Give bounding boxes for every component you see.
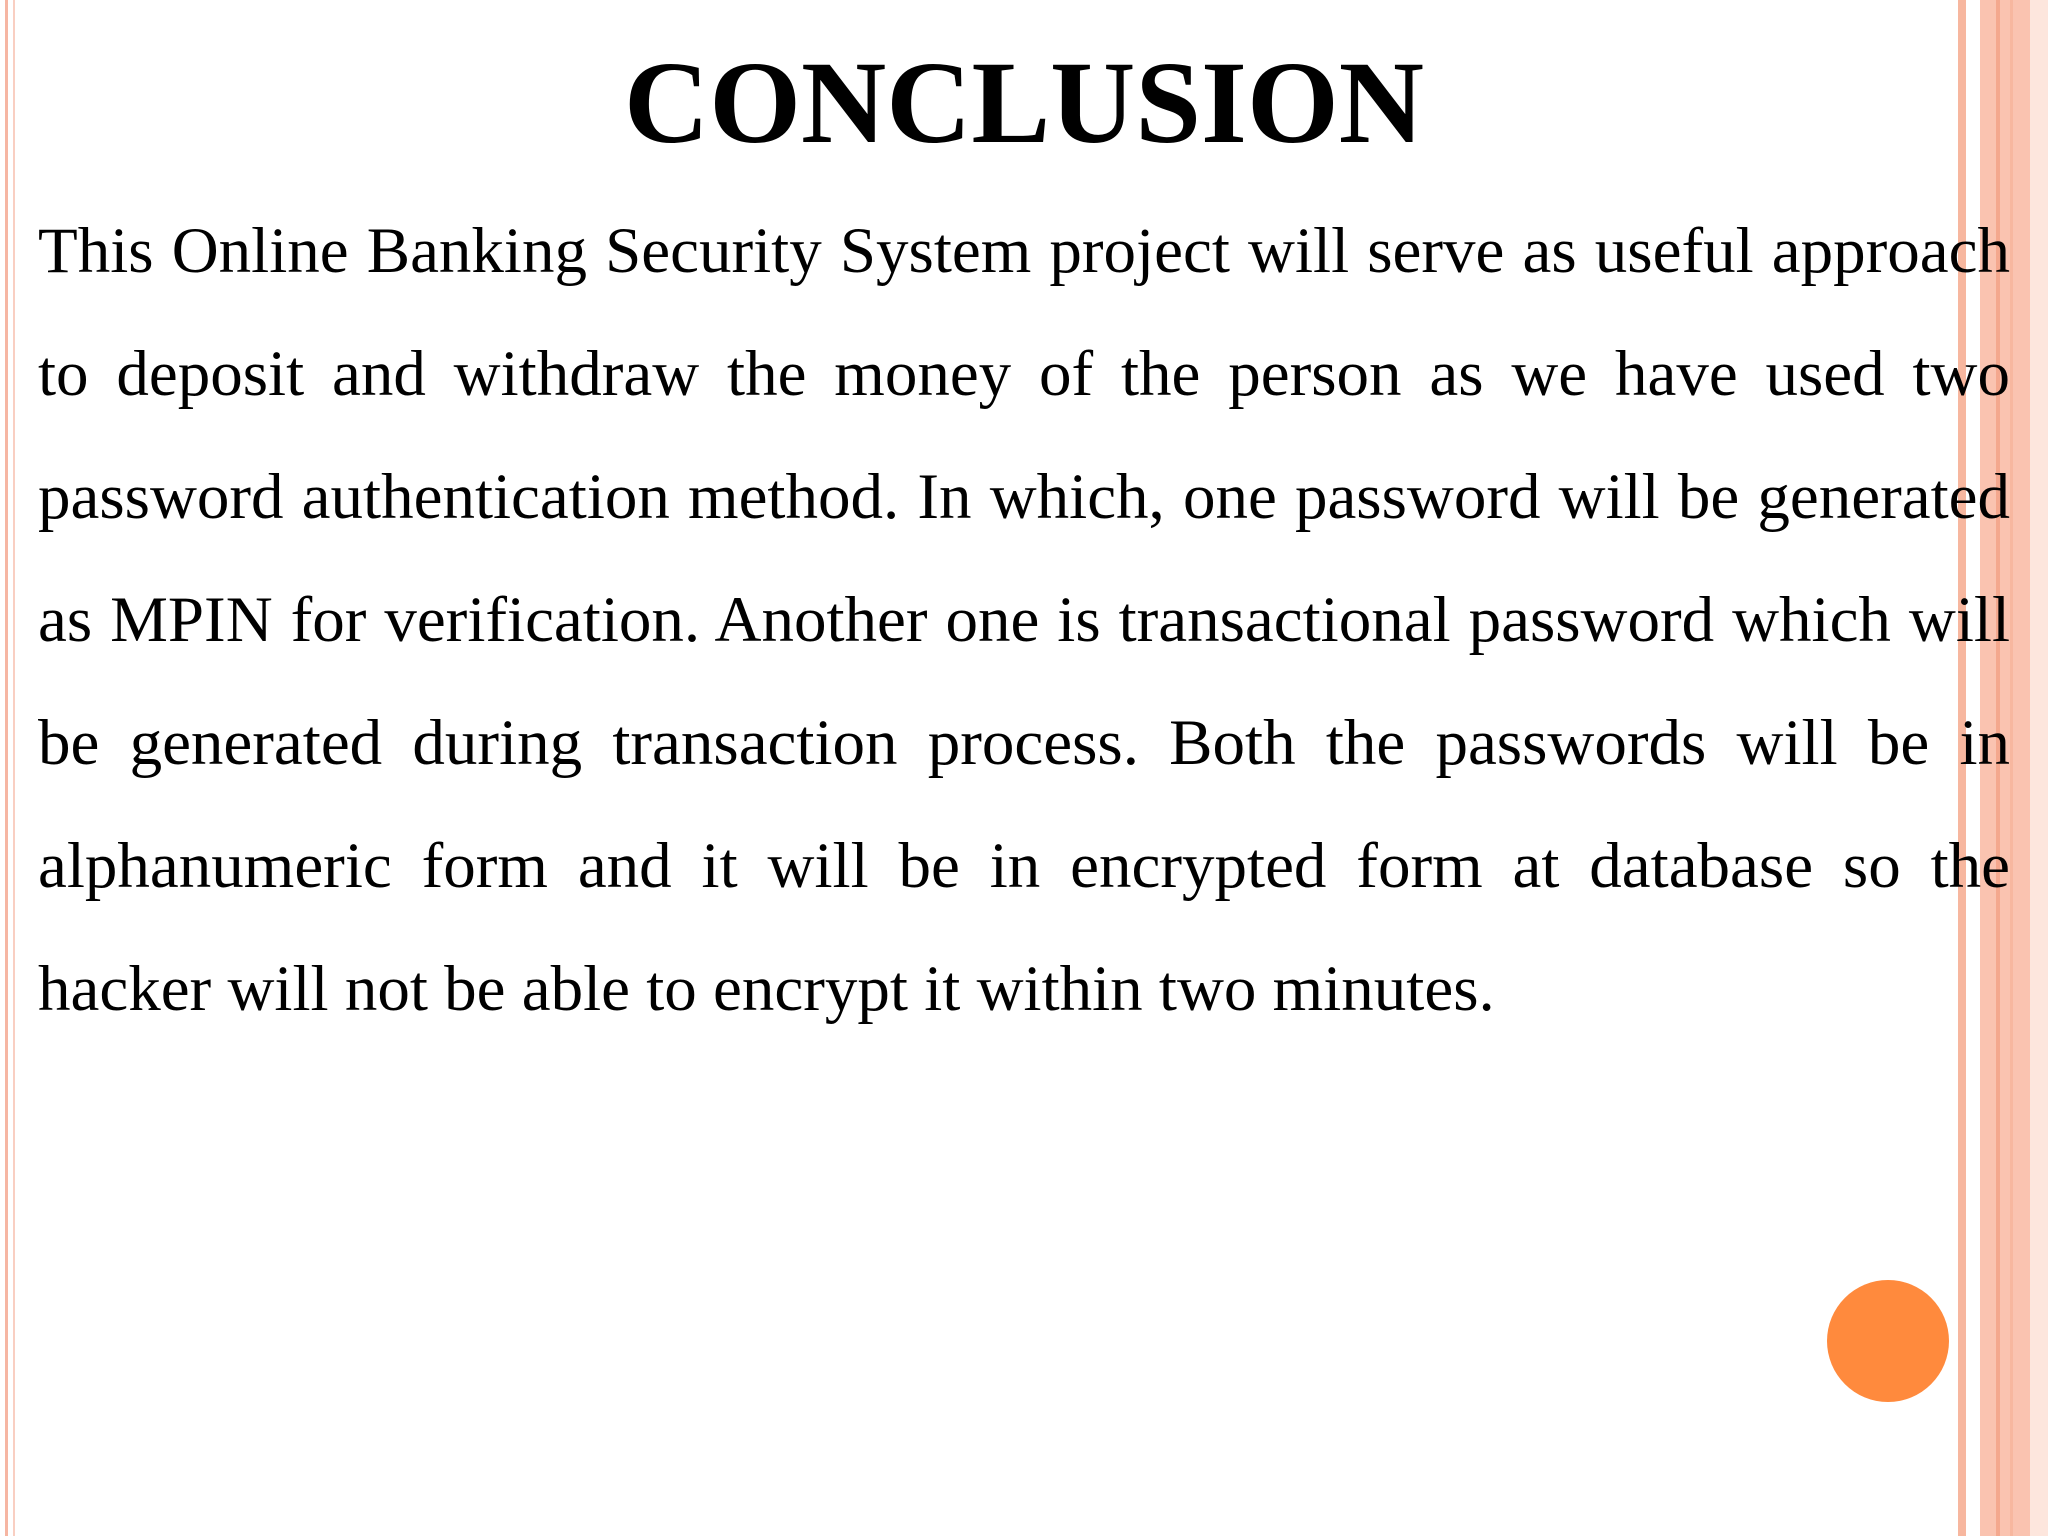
left-border-line (13, 0, 15, 1536)
accent-circle (1827, 1280, 1949, 1402)
right-border-band (2030, 0, 2048, 1536)
slide-title: CONCLUSION (624, 37, 1424, 168)
left-border-line (5, 0, 8, 1536)
right-border-band (2010, 0, 2013, 1536)
slide-body-text: This Online Banking Security System project will serve as useful approach to deposit and withdraw the money of the person as we have used two password authentication method. In which, one password will be generated as MPIN for verification. Another one is transactional password which will be generated during transaction process. Both the passwords will be in alphanumeric form and it will be in encrypted form at database so the hacker will not be able to encrypt it within two minutes. (38, 215, 2010, 1025)
